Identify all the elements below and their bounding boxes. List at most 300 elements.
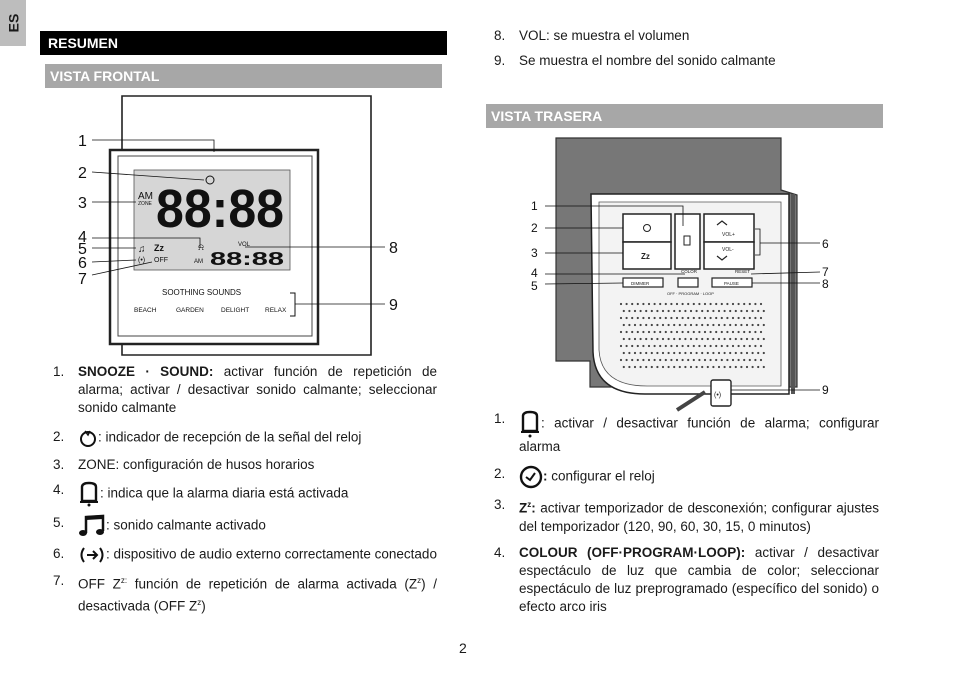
grille-hole	[726, 331, 728, 333]
grille-hole	[679, 338, 681, 340]
lcd-zz: Zz	[154, 243, 164, 253]
list-item: 2. : configurar el reloj	[494, 465, 879, 489]
grille-hole	[670, 317, 672, 319]
grille-hole	[729, 352, 731, 354]
grille-hole	[659, 359, 661, 361]
grille-hole	[642, 303, 644, 305]
grille-hole	[628, 324, 630, 326]
grille-hole	[693, 331, 695, 333]
grille-hole	[707, 352, 709, 354]
grille-hole	[676, 345, 678, 347]
grille-hole	[698, 331, 700, 333]
grille-hole	[718, 310, 720, 312]
callout-6: 6	[78, 255, 87, 272]
rear-view-list	[494, 410, 879, 616]
grille-hole	[721, 331, 723, 333]
grille-hole	[707, 324, 709, 326]
grille-hole	[673, 338, 675, 340]
grille-hole	[746, 324, 748, 326]
grille-hole	[732, 317, 734, 319]
front-view-list-continued	[494, 27, 884, 70]
grille-hole	[712, 324, 714, 326]
grille-hole	[760, 331, 762, 333]
grille-hole	[679, 310, 681, 312]
music-note-icon	[78, 514, 106, 538]
grille-hole	[740, 338, 742, 340]
grille-hole	[673, 310, 675, 312]
grille-hole	[704, 345, 706, 347]
section-header-resumen: RESUMEN	[40, 31, 447, 55]
grille-hole	[662, 310, 664, 312]
grille-hole	[687, 345, 689, 347]
grille-hole	[718, 324, 720, 326]
callout-5: 5	[78, 241, 87, 258]
grille-hole	[718, 338, 720, 340]
grille-hole	[634, 338, 636, 340]
grille-hole	[642, 331, 644, 333]
grille-hole	[690, 324, 692, 326]
callout-9: 9	[389, 297, 398, 314]
grille-hole	[707, 310, 709, 312]
grille-hole	[693, 359, 695, 361]
grille-hole	[729, 324, 731, 326]
grille-hole	[648, 359, 650, 361]
grille-hole	[754, 317, 756, 319]
grille-hole	[704, 359, 706, 361]
callout-1: 1	[78, 133, 87, 150]
grille-hole	[651, 310, 653, 312]
rear-callout-4: 4	[531, 266, 538, 280]
grille-hole	[738, 317, 740, 319]
grille-hole	[754, 303, 756, 305]
grille-hole	[749, 359, 751, 361]
grille-hole	[721, 359, 723, 361]
grille-hole	[738, 331, 740, 333]
grille-hole	[696, 324, 698, 326]
rear-callout-3: 3	[531, 246, 538, 260]
grille-hole	[623, 324, 625, 326]
grille-hole	[712, 352, 714, 354]
grille-hole	[718, 366, 720, 368]
grille-hole	[743, 317, 745, 319]
grille-hole	[670, 331, 672, 333]
grille-hole	[679, 352, 681, 354]
lcd-bell-icon: ⍾	[198, 242, 204, 252]
grille-hole	[749, 345, 751, 347]
lcd-am-small: AM	[194, 259, 203, 265]
grille-hole	[740, 352, 742, 354]
grille-hole	[732, 331, 734, 333]
callout-7: 7	[78, 271, 87, 288]
grille-hole	[668, 310, 670, 312]
grille-hole	[656, 310, 658, 312]
grille-hole	[715, 303, 717, 305]
radio-signal-icon	[78, 428, 98, 448]
grille-hole	[637, 303, 639, 305]
grille-hole	[628, 310, 630, 312]
grille-hole	[637, 317, 639, 319]
list-item: 1. : activar / desactivar función de alarma; configurar alarma	[494, 411, 879, 454]
grille-hole	[735, 324, 737, 326]
rear-callout-2: 2	[531, 221, 538, 235]
grille-hole	[757, 366, 759, 368]
grille-hole	[684, 352, 686, 354]
grille-hole	[738, 303, 740, 305]
subheader-rear-view: VISTA TRASERA	[486, 104, 883, 128]
grille-hole	[740, 366, 742, 368]
rear-callout-1: 1	[531, 199, 538, 213]
grille-hole	[673, 366, 675, 368]
grille-hole	[623, 310, 625, 312]
grille-hole	[676, 317, 678, 319]
rear-callout-9: 9	[822, 383, 829, 397]
grille-hole	[710, 345, 712, 347]
grille-hole	[620, 303, 622, 305]
grille-hole	[732, 359, 734, 361]
grille-hole	[698, 359, 700, 361]
grille-hole	[656, 366, 658, 368]
grille-hole	[735, 310, 737, 312]
grille-hole	[684, 310, 686, 312]
grille-hole	[746, 310, 748, 312]
grille-hole	[656, 338, 658, 340]
grille-hole	[757, 352, 759, 354]
grille-hole	[701, 324, 703, 326]
grille-hole	[735, 338, 737, 340]
grille-hole	[668, 352, 670, 354]
grille-hole	[676, 331, 678, 333]
grille-hole	[623, 338, 625, 340]
grille-hole	[659, 303, 661, 305]
grille-hole	[696, 310, 698, 312]
grille-hole	[763, 324, 765, 326]
grille-hole	[693, 317, 695, 319]
grille-hole	[724, 366, 726, 368]
rear-pause-btn: PAUSE	[724, 281, 739, 286]
grille-hole	[721, 303, 723, 305]
grille-hole	[682, 317, 684, 319]
grille-hole	[732, 303, 734, 305]
lcd-note-icon: ♫	[138, 244, 146, 255]
colour-term: COLOUR (OFF·PROGRAM·LOOP):	[519, 544, 746, 560]
grille-hole	[763, 366, 765, 368]
grille-hole	[623, 366, 625, 368]
grille-hole	[715, 345, 717, 347]
sound-garden: GARDEN	[176, 307, 204, 314]
grille-hole	[642, 345, 644, 347]
grille-hole	[682, 345, 684, 347]
grille-hole	[715, 331, 717, 333]
grille-hole	[665, 317, 667, 319]
grille-hole	[757, 324, 759, 326]
aux-audio-icon	[78, 545, 106, 565]
grille-hole	[637, 345, 639, 347]
snooze-sound-term: SNOOZE · SOUND:	[78, 364, 214, 379]
grille-hole	[754, 345, 756, 347]
language-code: ES	[5, 13, 21, 33]
grille-hole	[698, 317, 700, 319]
sound-relax: RELAX	[265, 307, 287, 314]
grille-hole	[710, 317, 712, 319]
grille-hole	[679, 324, 681, 326]
grille-hole	[726, 303, 728, 305]
grille-hole	[640, 338, 642, 340]
sound-beach: BEACH	[134, 307, 157, 314]
grille-hole	[642, 317, 644, 319]
grille-hole	[752, 366, 754, 368]
grille-hole	[701, 366, 703, 368]
grille-hole	[693, 345, 695, 347]
rear-zz: Zz	[641, 252, 650, 261]
grille-hole	[651, 352, 653, 354]
grille-hole	[760, 345, 762, 347]
grille-hole	[693, 303, 695, 305]
grille-hole	[623, 352, 625, 354]
grille-hole	[749, 317, 751, 319]
grille-hole	[662, 338, 664, 340]
grille-hole	[712, 366, 714, 368]
lcd-am-label: AM	[138, 191, 153, 202]
grille-hole	[749, 303, 751, 305]
grille-hole	[637, 331, 639, 333]
subheader-front-view: VISTA FRONTAL	[45, 64, 442, 88]
grille-hole	[724, 338, 726, 340]
lcd-vol-label: VOL	[238, 242, 251, 248]
grille-hole	[738, 345, 740, 347]
rear-callout-7: 7	[822, 265, 829, 279]
rear-callout-5: 5	[531, 279, 538, 293]
grille-hole	[687, 317, 689, 319]
list-item: 8. VOL: se muestra el volumen	[494, 28, 690, 43]
list-item: 4. : indica que la alarma diaria está activada	[53, 481, 437, 507]
grille-hole	[698, 303, 700, 305]
grille-hole	[763, 338, 765, 340]
list-item: 7. OFF $Z^{z:}$ función de repetición de alarma activada $(Z^z)$ / desactivada (OFF $Z^z$)	[53, 573, 437, 613]
list-item: 4. COLOUR (OFF·PROGRAM·LOOP): activar / desactivar espectáculo de luz que cambia de color; seleccionar espectáculo de luz preprogramado (específico del sonido) o efecto arco iris	[494, 544, 879, 614]
list-item: 2. : indicador de recepción de la señal del reloj	[53, 428, 437, 448]
grille-hole	[631, 345, 633, 347]
grille-hole	[743, 359, 745, 361]
grille-hole	[682, 359, 684, 361]
rear-vol-down: VOL-	[722, 247, 734, 253]
bell-icon	[519, 410, 541, 438]
grille-hole	[628, 338, 630, 340]
lcd-aux-icon: (•)	[138, 257, 146, 264]
grille-hole	[721, 345, 723, 347]
grille-hole	[620, 331, 622, 333]
grille-hole	[746, 366, 748, 368]
lcd-zone-label: ZONE	[138, 201, 152, 207]
grille-hole	[673, 324, 675, 326]
grille-hole	[659, 345, 661, 347]
grille-hole	[645, 310, 647, 312]
grille-hole	[763, 352, 765, 354]
grille-hole	[752, 352, 754, 354]
page-number: 2	[459, 640, 467, 656]
grille-hole	[743, 331, 745, 333]
grille-hole	[645, 338, 647, 340]
list-item: 9. Se muestra el nombre del sonido calmante	[494, 53, 776, 68]
grille-hole	[687, 303, 689, 305]
rear-vol-up: VOL+	[722, 232, 735, 238]
grille-hole	[626, 331, 628, 333]
callout-4: 4	[78, 229, 87, 246]
grille-hole	[634, 366, 636, 368]
grille-hole	[738, 359, 740, 361]
grille-hole	[715, 359, 717, 361]
grille-hole	[626, 359, 628, 361]
grille-hole	[726, 345, 728, 347]
grille-hole	[726, 317, 728, 319]
grille-hole	[640, 352, 642, 354]
grille-hole	[684, 338, 686, 340]
grille-hole	[746, 352, 748, 354]
grille-hole	[757, 310, 759, 312]
grille-hole	[651, 338, 653, 340]
grille-hole	[665, 331, 667, 333]
grille-hole	[704, 317, 706, 319]
grille-hole	[626, 303, 628, 305]
list-item: 5. : sonido calmante activado	[53, 514, 437, 538]
grille-hole	[640, 324, 642, 326]
soothing-sounds-label: SOOTHING SOUNDS	[162, 288, 242, 297]
grille-hole	[735, 352, 737, 354]
grille-hole	[659, 317, 661, 319]
grille-hole	[754, 359, 756, 361]
callout-8: 8	[389, 240, 398, 257]
grille-hole	[665, 345, 667, 347]
rear-reset-label: RESET	[735, 269, 751, 274]
grille-hole	[648, 345, 650, 347]
rear-color-label: COLOR	[681, 269, 698, 274]
grille-hole	[710, 331, 712, 333]
rear-callout-6: 6	[822, 237, 829, 251]
grille-hole	[676, 359, 678, 361]
bell-icon	[78, 481, 100, 507]
grille-hole	[696, 338, 698, 340]
grille-hole	[654, 331, 656, 333]
grille-hole	[724, 352, 726, 354]
grille-hole	[690, 338, 692, 340]
grille-hole	[726, 359, 728, 361]
grille-hole	[732, 345, 734, 347]
grille-hole	[648, 331, 650, 333]
grille-hole	[707, 366, 709, 368]
grille-hole	[757, 338, 759, 340]
grille-hole	[760, 359, 762, 361]
front-view-diagram	[40, 90, 450, 358]
grille-hole	[670, 359, 672, 361]
grille-hole	[662, 324, 664, 326]
grille-hole	[754, 331, 756, 333]
grille-hole	[634, 352, 636, 354]
grille-hole	[659, 331, 661, 333]
sound-delight: DELIGHT	[221, 307, 250, 314]
grille-hole	[749, 331, 751, 333]
grille-hole	[740, 324, 742, 326]
grille-hole	[668, 338, 670, 340]
callout-3: 3	[78, 195, 87, 212]
grille-hole	[637, 359, 639, 361]
grille-hole	[656, 324, 658, 326]
grille-hole	[684, 324, 686, 326]
grille-hole	[712, 338, 714, 340]
grille-hole	[687, 359, 689, 361]
grille-hole	[752, 338, 754, 340]
grille-hole	[642, 359, 644, 361]
grille-hole	[746, 338, 748, 340]
rear-off-program-loop: OFF · PROGRAM · LOOP	[667, 291, 714, 296]
grille-hole	[735, 366, 737, 368]
grille-hole	[665, 359, 667, 361]
grille-hole	[620, 345, 622, 347]
grille-hole	[631, 359, 633, 361]
grille-hole	[645, 366, 647, 368]
grille-hole	[760, 317, 762, 319]
grille-hole	[645, 324, 647, 326]
grille-hole	[676, 303, 678, 305]
grille-hole	[648, 317, 650, 319]
grille-hole	[729, 338, 731, 340]
grille-hole	[763, 310, 765, 312]
grille-hole	[670, 303, 672, 305]
lcd-small-digits: 88:88	[210, 249, 284, 269]
grille-hole	[662, 366, 664, 368]
grille-hole	[690, 310, 692, 312]
grille-hole	[645, 352, 647, 354]
grille-hole	[654, 317, 656, 319]
grille-hole	[718, 352, 720, 354]
lcd-off: OFF	[154, 257, 168, 264]
grille-hole	[679, 366, 681, 368]
grille-hole	[710, 303, 712, 305]
grille-hole	[665, 303, 667, 305]
grille-hole	[729, 310, 731, 312]
grille-hole	[743, 345, 745, 347]
grille-hole	[715, 317, 717, 319]
rear-dimmer-btn: DIMMER	[631, 281, 650, 286]
grille-hole	[651, 366, 653, 368]
grille-hole	[743, 303, 745, 305]
grille-hole	[620, 359, 622, 361]
grille-hole	[701, 352, 703, 354]
grille-hole	[640, 366, 642, 368]
grille-hole	[682, 331, 684, 333]
grille-hole	[651, 324, 653, 326]
grille-hole	[634, 324, 636, 326]
grille-hole	[696, 352, 698, 354]
grille-hole	[724, 324, 726, 326]
grille-hole	[670, 345, 672, 347]
grille-hole	[752, 324, 754, 326]
grille-hole	[628, 352, 630, 354]
grille-hole	[631, 317, 633, 319]
lcd-main-digits: 88:88	[156, 179, 284, 239]
grille-hole	[626, 345, 628, 347]
grille-hole	[668, 366, 670, 368]
grille-hole	[704, 303, 706, 305]
clock-icon	[519, 465, 543, 489]
front-view-list	[53, 363, 437, 615]
list-item: 3. ZONE: configuración de husos horarios	[53, 457, 315, 472]
rear-view-diagram	[525, 132, 845, 412]
grille-hole	[654, 345, 656, 347]
callout-2: 2	[78, 165, 87, 182]
grille-hole	[654, 303, 656, 305]
grille-hole	[752, 310, 754, 312]
grille-hole	[690, 366, 692, 368]
list-item: 3. $Z^z$: activar temporizador de desconexión; configurar ajustes del temporizador (120, 90, 60, 30, 15, 0 minutos)	[494, 497, 879, 534]
